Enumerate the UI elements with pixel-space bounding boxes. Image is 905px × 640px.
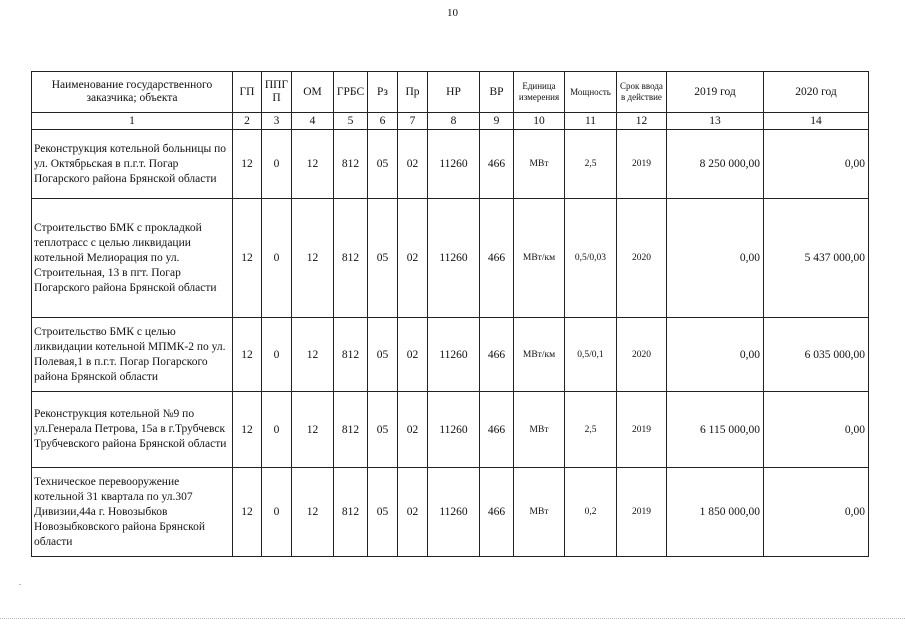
header-ppgp-line1: ППГ xyxy=(264,79,289,91)
cell-gp: 12 xyxy=(233,130,262,199)
cell-nr: 11260 xyxy=(428,392,480,468)
header-2020: 2020 год xyxy=(764,72,869,113)
header-term: Срок ввода в действие xyxy=(617,72,667,113)
cell-2019: 0,00 xyxy=(667,318,764,392)
cell-gp: 12 xyxy=(233,318,262,392)
header-unit: Единица измерения xyxy=(514,72,565,113)
object-name: Реконструкция котельной №9 по ул.Генерала Петрова, 15а в г.Трубчевск Трубчевского района Брянской области xyxy=(32,392,233,468)
cell-2019: 1 850 000,00 xyxy=(667,468,764,557)
table-row xyxy=(32,468,869,557)
cell-nr: 11260 xyxy=(428,199,480,318)
cell-ppgp: 0 xyxy=(262,318,292,392)
header-gp: ГП xyxy=(233,72,262,113)
cell-term: 2019 xyxy=(617,468,667,557)
column-number: 4 xyxy=(292,113,334,130)
header-grbs: ГРБС xyxy=(334,72,368,113)
page-number: 10 xyxy=(447,7,458,19)
cell-vr: 466 xyxy=(480,468,514,557)
cell-grbs: 812 xyxy=(334,468,368,557)
cell-rz: 05 xyxy=(368,468,398,557)
cell-ppgp: 0 xyxy=(262,392,292,468)
column-number: 14 xyxy=(764,113,869,130)
column-number: 11 xyxy=(565,113,617,130)
column-number-row xyxy=(32,113,869,130)
cell-pr: 02 xyxy=(398,392,428,468)
column-number: 1 xyxy=(32,113,233,130)
cell-term: 2020 xyxy=(617,199,667,318)
cell-term: 2019 xyxy=(617,392,667,468)
cell-ppgp: 0 xyxy=(262,199,292,318)
cell-om: 12 xyxy=(292,468,334,557)
table-row xyxy=(32,392,869,468)
cell-rz: 05 xyxy=(368,199,398,318)
cell-power: 0,2 xyxy=(565,468,617,557)
cell-unit: МВт xyxy=(514,392,565,468)
cell-power: 2,5 xyxy=(565,130,617,199)
cell-vr: 466 xyxy=(480,318,514,392)
cell-vr: 466 xyxy=(480,199,514,318)
cell-nr: 11260 xyxy=(428,318,480,392)
column-number: 10 xyxy=(514,113,565,130)
scan-artifact xyxy=(19,584,21,585)
column-number: 12 xyxy=(617,113,667,130)
cell-rz: 05 xyxy=(368,392,398,468)
cell-2019: 6 115 000,00 xyxy=(667,392,764,468)
cell-pr: 02 xyxy=(398,318,428,392)
table-header-row xyxy=(32,72,869,113)
cell-grbs: 812 xyxy=(334,199,368,318)
cell-gp: 12 xyxy=(233,199,262,318)
cell-gp: 12 xyxy=(233,468,262,557)
cell-power: 0,5/0,1 xyxy=(565,318,617,392)
header-power: Мощность xyxy=(565,72,617,113)
cell-ppgp: 0 xyxy=(262,130,292,199)
cell-ppgp: 0 xyxy=(262,468,292,557)
header-pr: Пр xyxy=(398,72,428,113)
cell-rz: 05 xyxy=(368,130,398,199)
cell-nr: 11260 xyxy=(428,130,480,199)
scan-artifact-line xyxy=(0,618,905,619)
table-row xyxy=(32,318,869,392)
table-row xyxy=(32,199,869,318)
object-name: Строительство БМК с прокладкой теплотрасс с целью ликвидации котельной Мелиорация по ул. Строительная, 13 в пгт. Погар Погарского района Брянской области xyxy=(32,199,233,318)
cell-grbs: 812 xyxy=(334,392,368,468)
object-name: Реконструкция котельной больницы по ул. Октябрьская в п.г.т. Погар Погарского района Брянской области xyxy=(32,130,233,199)
cell-unit: МВт xyxy=(514,468,565,557)
cell-term: 2020 xyxy=(617,318,667,392)
cell-power: 0,5/0,03 xyxy=(565,199,617,318)
cell-unit: МВт/км xyxy=(514,318,565,392)
column-number: 9 xyxy=(480,113,514,130)
cell-2020: 0,00 xyxy=(764,392,869,468)
cell-2019: 0,00 xyxy=(667,199,764,318)
cell-pr: 02 xyxy=(398,130,428,199)
column-number: 5 xyxy=(334,113,368,130)
cell-unit: МВт/км xyxy=(514,199,565,318)
header-name: Наименование государственного заказчика; объекта xyxy=(32,72,233,113)
cell-vr: 466 xyxy=(480,130,514,199)
cell-gp: 12 xyxy=(233,392,262,468)
header-om: ОМ xyxy=(292,72,334,113)
cell-om: 12 xyxy=(292,130,334,199)
header-2019: 2019 год xyxy=(667,72,764,113)
cell-om: 12 xyxy=(292,199,334,318)
cell-grbs: 812 xyxy=(334,318,368,392)
cell-unit: МВт xyxy=(514,130,565,199)
column-number: 2 xyxy=(233,113,262,130)
cell-2019: 8 250 000,00 xyxy=(667,130,764,199)
budget-table xyxy=(31,71,869,557)
object-name: Строительство БМК с целью ликвидации котельной МПМК-2 по ул. Полевая,1 в п.г.т. Погар Погарского района Брянской области xyxy=(32,318,233,392)
object-name: Техническое перевооружение котельной 31 квартала по ул.307 Дивизии,44а г. Новозыбков Новозыбковского района Брянской области xyxy=(32,468,233,557)
column-number: 6 xyxy=(368,113,398,130)
cell-grbs: 812 xyxy=(334,130,368,199)
column-number: 7 xyxy=(398,113,428,130)
column-number: 8 xyxy=(428,113,480,130)
cell-2020: 0,00 xyxy=(764,130,869,199)
header-vr: ВР xyxy=(480,72,514,113)
cell-om: 12 xyxy=(292,318,334,392)
cell-pr: 02 xyxy=(398,468,428,557)
cell-2020: 6 035 000,00 xyxy=(764,318,869,392)
header-rz: Рз xyxy=(368,72,398,113)
cell-pr: 02 xyxy=(398,199,428,318)
cell-nr: 11260 xyxy=(428,468,480,557)
cell-om: 12 xyxy=(292,392,334,468)
cell-2020: 0,00 xyxy=(764,468,869,557)
table-row xyxy=(32,130,869,199)
column-number: 13 xyxy=(667,113,764,130)
cell-2020: 5 437 000,00 xyxy=(764,199,869,318)
header-ppgp xyxy=(262,72,292,113)
cell-term: 2019 xyxy=(617,130,667,199)
cell-vr: 466 xyxy=(480,392,514,468)
cell-power: 2,5 xyxy=(565,392,617,468)
cell-rz: 05 xyxy=(368,318,398,392)
header-ppgp-line2: П xyxy=(272,92,281,104)
header-nr: НР xyxy=(428,72,480,113)
column-number: 3 xyxy=(262,113,292,130)
